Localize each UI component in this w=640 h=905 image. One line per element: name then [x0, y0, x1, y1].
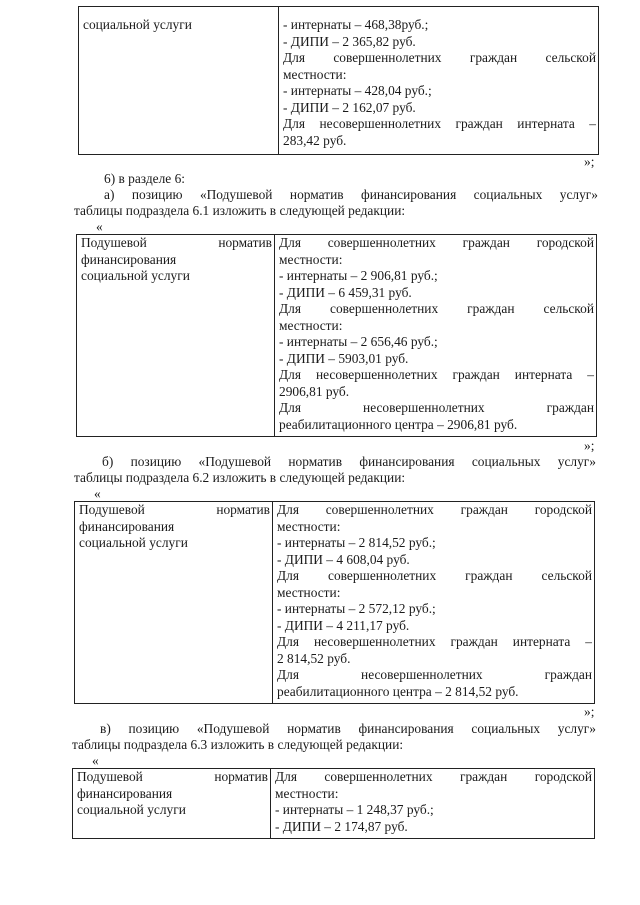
- table-6-2: [74, 501, 595, 704]
- top-value-line: - интернаты – 428,04 руб.;: [283, 83, 432, 98]
- value-line: Для несовершеннолетних граждан интерната –: [277, 634, 592, 649]
- value-line: Для несовершеннолетних граждан интерната –: [279, 367, 594, 382]
- section-heading: 6) в разделе 6:: [104, 171, 186, 186]
- opening-quote: «: [94, 486, 101, 501]
- opening-quote: «: [96, 219, 103, 234]
- top-value-line: - ДИПИ – 2 162,07 руб.: [283, 99, 416, 115]
- top-table: [78, 6, 599, 155]
- top-value-line: местности:: [283, 66, 347, 82]
- table-6-3: [72, 768, 595, 839]
- closing-quote: »;: [584, 438, 595, 453]
- value-line: 2 814,52 руб.: [277, 650, 351, 666]
- value-line: - интернаты – 2 572,12 руб.;: [277, 601, 436, 616]
- value-line: - ДИПИ – 5903,01 руб.: [279, 350, 409, 366]
- top-table-label-cell: [79, 7, 279, 155]
- value-line: - интернаты – 2 814,52 руб.;: [277, 535, 436, 550]
- item-b-line2: таблицы подраздела 6.2 изложить в следующей редакции:: [74, 470, 406, 485]
- label-line: Подушевой норматив: [77, 769, 268, 784]
- top-value-line: Для совершеннолетних граждан сельской: [283, 50, 596, 65]
- table-6-1-label-cell: [77, 235, 275, 437]
- top-table-label: социальной услуги: [83, 17, 192, 32]
- top-value-line: - интернаты – 468,38руб.;: [283, 17, 429, 32]
- value-line: местности:: [279, 251, 343, 267]
- value-line: местности:: [275, 785, 339, 801]
- value-line: Для несовершеннолетних граждан: [279, 400, 594, 415]
- item-a-line2: таблицы подраздела 6.1 изложить в следующей редакции:: [74, 203, 406, 218]
- item-c-line1: в) позицию «Подушевой норматив финансирования социальных услуг»: [100, 721, 596, 736]
- value-line: реабилитационного центра – 2 814,52 руб.: [277, 683, 519, 699]
- value-line: Для совершеннолетних граждан сельской: [279, 301, 594, 316]
- value-line: - интернаты – 2 656,46 руб.;: [279, 334, 438, 349]
- label-line: социальной услуги: [81, 268, 190, 283]
- value-line: - ДИПИ – 4 608,04 руб.: [277, 551, 410, 567]
- label-line: социальной услуги: [79, 535, 188, 550]
- value-line: местности:: [277, 518, 341, 534]
- item-a-line1: а) позицию «Подушевой норматив финансирования социальных услуг»: [104, 187, 598, 202]
- value-line: Для несовершеннолетних граждан: [277, 667, 592, 682]
- value-line: Для совершеннолетних граждан сельской: [277, 568, 592, 583]
- label-line: финансирования: [79, 518, 175, 534]
- value-line: реабилитационного центра – 2906,81 руб.: [279, 416, 518, 432]
- label-line: финансирования: [81, 251, 177, 267]
- value-line: - ДИПИ – 6 459,31 руб.: [279, 284, 412, 300]
- label-line: Подушевой норматив: [81, 235, 272, 250]
- item-b-line1: б) позицию «Подушевой норматив финансирования социальных услуг»: [102, 454, 596, 469]
- value-line: 2906,81 руб.: [279, 383, 350, 399]
- closing-quote: »;: [584, 704, 595, 719]
- table-6-2-values-cell: [273, 502, 595, 704]
- value-line: - ДИПИ – 2 174,87 руб.: [275, 818, 408, 834]
- top-value-line: - ДИПИ – 2 365,82 руб.: [283, 33, 416, 49]
- value-line: Для совершеннолетних граждан городской: [279, 235, 594, 250]
- table-6-1-values-cell: [275, 235, 597, 437]
- top-table-values-cell: [279, 7, 599, 155]
- table-6-1: [76, 234, 597, 437]
- table-6-3-values-cell: [271, 769, 595, 839]
- opening-quote: «: [92, 753, 99, 768]
- label-line: Подушевой норматив: [79, 502, 270, 517]
- closing-quote: »;: [584, 154, 595, 169]
- top-value-line: 283,42 руб.: [283, 132, 347, 148]
- value-line: - интернаты – 2 906,81 руб.;: [279, 268, 438, 283]
- value-line: - интернаты – 1 248,37 руб.;: [275, 802, 434, 817]
- value-line: Для совершеннолетних граждан городской: [277, 502, 592, 517]
- value-line: Для совершеннолетних граждан городской: [275, 769, 592, 784]
- table-6-2-label-cell: [75, 502, 273, 704]
- value-line: местности:: [279, 317, 343, 333]
- value-line: местности:: [277, 584, 341, 600]
- item-c-line2: таблицы подраздела 6.3 изложить в следующей редакции:: [72, 737, 404, 752]
- top-value-line: Для несовершеннолетних граждан интерната –: [283, 116, 596, 131]
- label-line: финансирования: [77, 785, 173, 801]
- value-line: - ДИПИ – 4 211,17 руб.: [277, 617, 410, 633]
- label-line: социальной услуги: [77, 802, 186, 817]
- table-6-3-label-cell: [73, 769, 271, 839]
